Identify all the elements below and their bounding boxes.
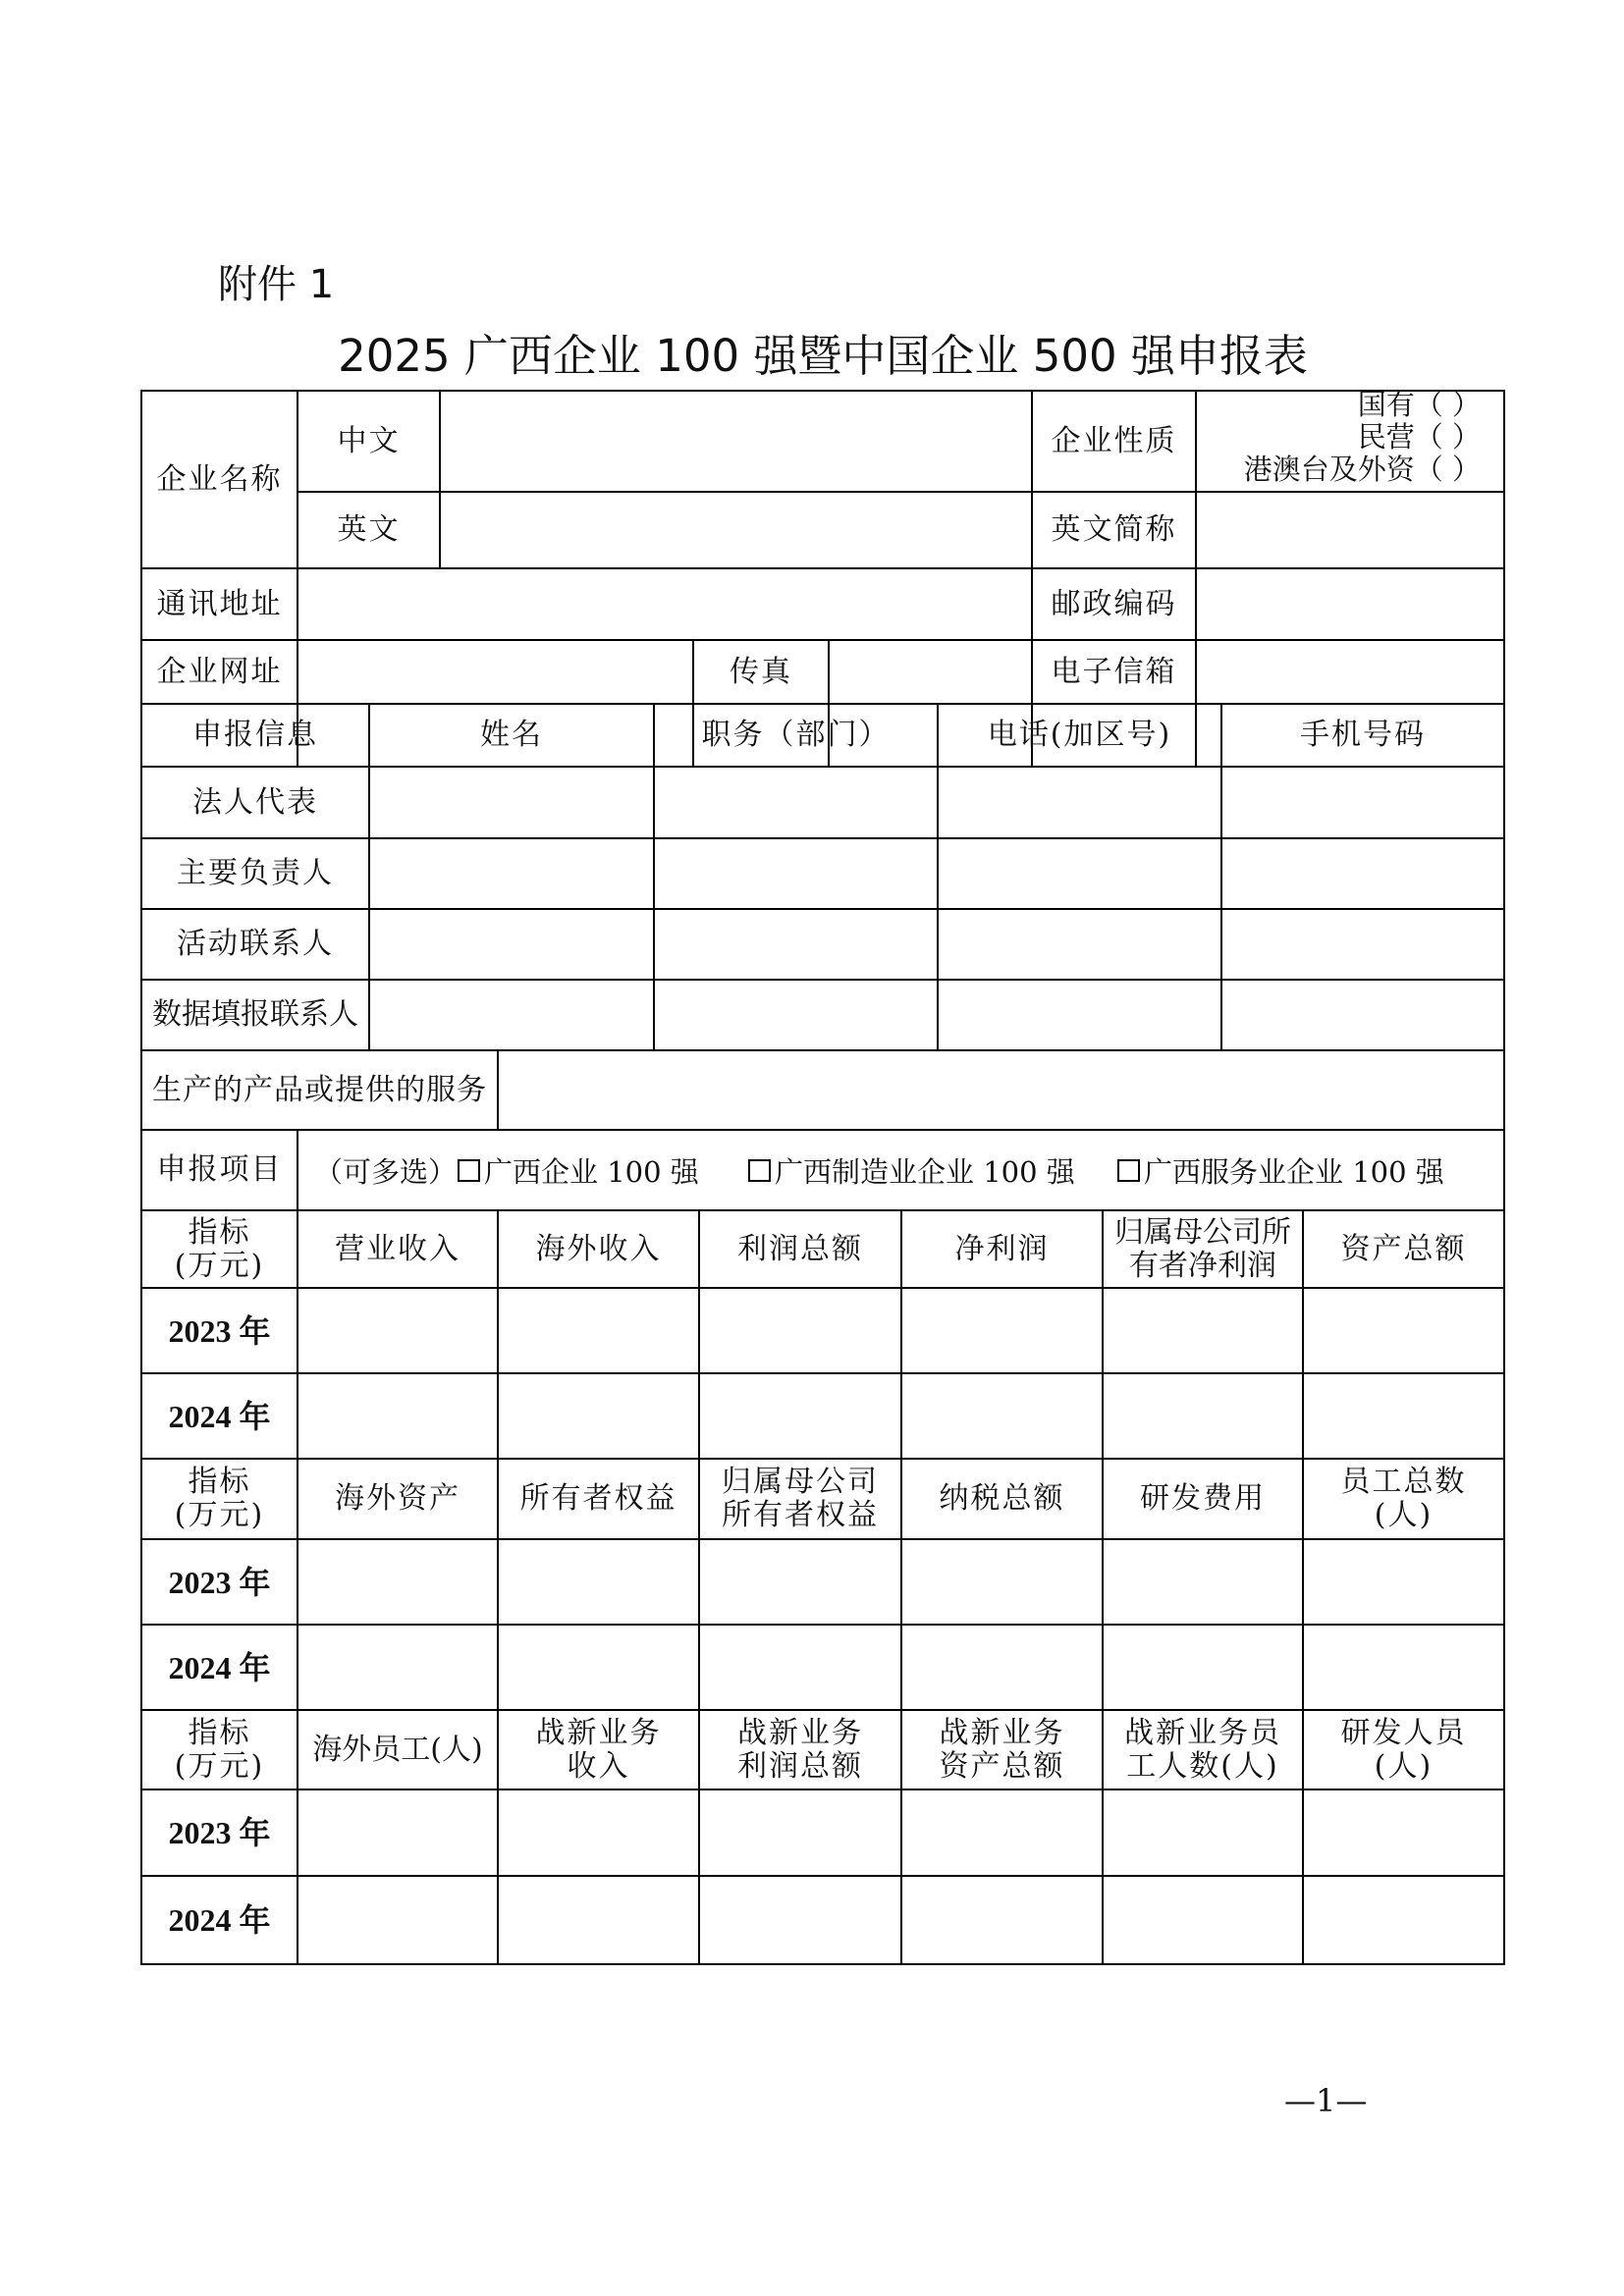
checkbox-icon[interactable] (1117, 1159, 1140, 1182)
project-option-gx-manufacturing[interactable]: 广西制造业企业 100 强 (748, 1129, 1075, 1211)
indicator-net-profit: 净利润 (954, 1231, 1050, 1266)
indicator-employees: 员工总数 (人) (1340, 1465, 1467, 1532)
year-2024-row: 2024 年 (168, 1649, 271, 1685)
year-2023-row: 2023 年 (168, 1815, 271, 1850)
products-services-label: 生产的产品或提供的服务 (152, 1072, 487, 1107)
indicator-parent-net-profit: 归属母公司所 有者净利润 (1114, 1214, 1291, 1283)
nature-option-foreign[interactable]: 港澳台及外资（ ） (1243, 453, 1481, 486)
indicator-header-3: 指标 (万元) (174, 1715, 265, 1784)
project-option-gx100[interactable]: 广西企业 100 强 (458, 1129, 699, 1211)
english-name-label: 英文 (337, 512, 401, 547)
indicator-sei-profit: 战新业务 利润总额 (737, 1715, 863, 1784)
postcode-label: 邮政编码 (1051, 586, 1177, 621)
company-nature-options[interactable] (1200, 389, 1481, 486)
contacts-header-info: 申报信息 (192, 718, 318, 752)
indicator-parent-equity: 归属母公司 所有者权益 (722, 1465, 879, 1532)
address-label: 通讯地址 (156, 586, 283, 621)
fax-label: 传真 (730, 654, 792, 689)
year-2023-row: 2023 年 (168, 1564, 271, 1600)
project-hint: （可多选） (314, 1154, 458, 1189)
indicator-header-1: 指标 (万元) (174, 1214, 265, 1283)
indicator-overseas-revenue: 海外收入 (535, 1231, 662, 1266)
indicator-owners-equity: 所有者权益 (519, 1481, 677, 1516)
project-option-gx-service[interactable]: 广西服务业企业 100 强 (1117, 1129, 1444, 1211)
website-field[interactable] (298, 641, 692, 703)
indicator-total-assets: 资产总额 (1340, 1231, 1467, 1266)
indicator-header-2: 指标 (万元) (174, 1465, 265, 1532)
project-label: 申报项目 (156, 1152, 283, 1187)
checkbox-icon[interactable] (748, 1159, 771, 1182)
english-abbr-label: 英文简称 (1051, 512, 1177, 547)
chinese-name-field[interactable] (441, 392, 1031, 491)
contact-row-principal: 主要负责人 (177, 856, 334, 890)
company-nature-label: 企业性质 (1051, 423, 1177, 458)
fax-field[interactable] (830, 641, 1031, 703)
indicator-sei-assets: 战新业务 资产总额 (939, 1715, 1065, 1784)
nature-option-private[interactable]: 民营（ ） (1357, 420, 1481, 454)
year-2024-row: 2024 年 (168, 1398, 271, 1434)
contact-row-data-contact: 数据填报联系人 (152, 997, 358, 1032)
nature-option-state[interactable]: 国有（ ） (1357, 388, 1481, 421)
contact-row-event-contact: 活动联系人 (177, 927, 334, 961)
indicator-rd-expense: 研发费用 (1140, 1481, 1266, 1516)
contacts-header-position: 职务（部门） (701, 718, 891, 752)
indicator-revenue: 营业收入 (335, 1231, 460, 1266)
contact-row-legal-rep: 法人代表 (192, 784, 318, 820)
english-abbr-field[interactable] (1197, 493, 1503, 567)
english-name-field[interactable] (441, 493, 1031, 567)
website-label: 企业网址 (156, 654, 283, 689)
postcode-field[interactable] (1197, 569, 1503, 639)
form-title: 2025 广西企业 100 强暨中国企业 500 强申报表 (338, 330, 1308, 382)
products-services-field[interactable] (499, 1051, 1503, 1129)
address-field[interactable] (298, 569, 1031, 639)
chinese-name-label: 中文 (337, 423, 401, 458)
indicator-rd-staff: 研发人员 (人) (1340, 1715, 1467, 1784)
indicator-sei-revenue: 战新业务 收入 (535, 1715, 662, 1784)
email-label: 电子信箱 (1051, 654, 1177, 689)
email-field[interactable] (1197, 641, 1503, 703)
attachment-label: 附件 1 (218, 262, 335, 307)
contacts-header-phone: 电话(加区号) (987, 718, 1172, 752)
contacts-header-name: 姓名 (480, 718, 543, 752)
contacts-header-mobile: 手机号码 (1300, 718, 1426, 752)
page-number: —1— (1284, 2082, 1368, 2119)
indicator-overseas-employees: 海外员工(人) (312, 1732, 483, 1767)
checkbox-icon[interactable] (458, 1159, 480, 1182)
indicator-total-tax: 纳税总额 (939, 1481, 1065, 1516)
indicator-total-profit: 利润总额 (737, 1231, 863, 1266)
year-2024-row: 2024 年 (168, 1902, 271, 1938)
indicator-overseas-assets: 海外资产 (335, 1481, 460, 1516)
indicator-sei-employees: 战新业务员 工人数(人) (1124, 1715, 1281, 1784)
year-2023-row: 2023 年 (168, 1312, 271, 1349)
company-name-label: 企业名称 (156, 461, 283, 497)
